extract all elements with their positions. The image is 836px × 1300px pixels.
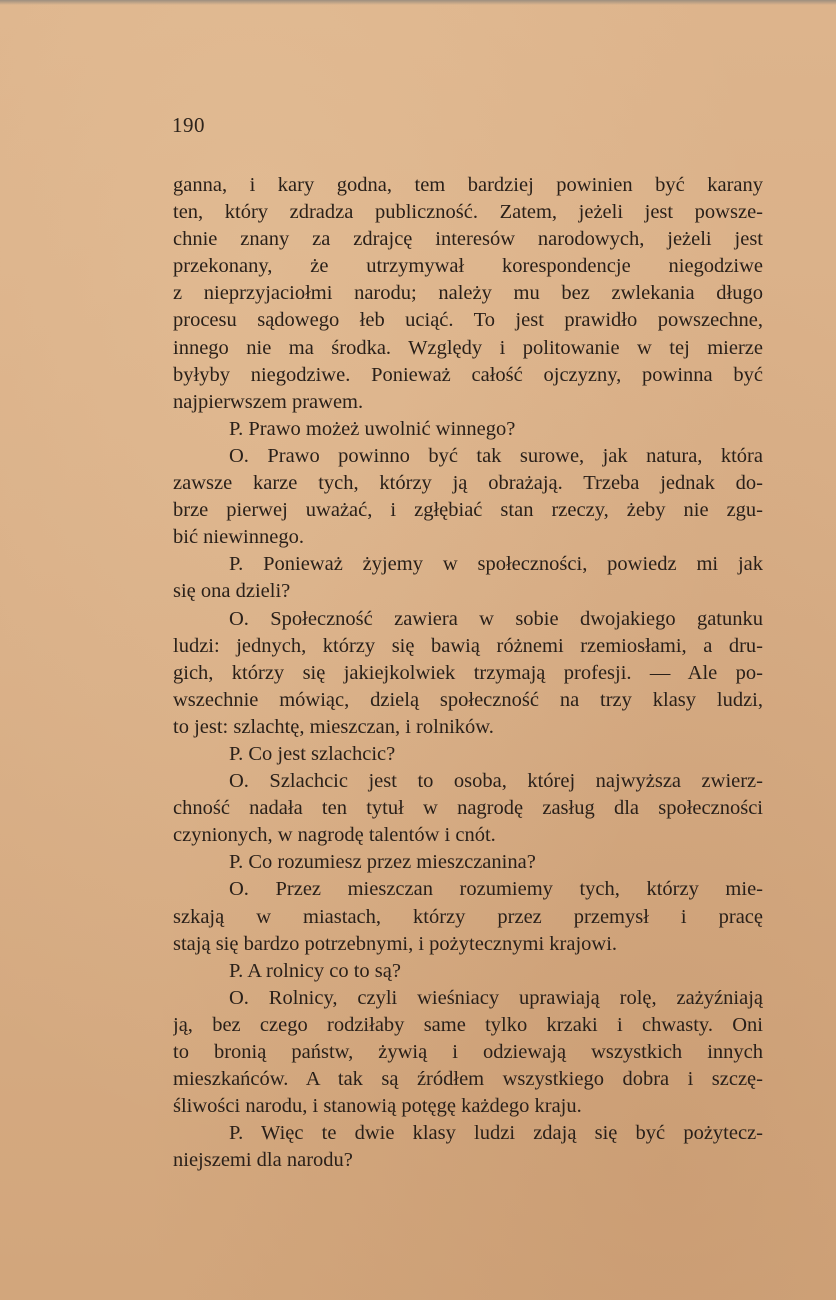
text-line: chnie znany za zdrajcę interesów narodowych, jeżeli jest: [173, 228, 763, 251]
text-line: innego nie ma środka. Względy i politowanie w tej mierze: [173, 336, 763, 359]
text-line: przekonany, że utrzymywał korespondencje niegodziwe: [173, 255, 763, 278]
text-line: się ona dzieli?: [173, 580, 291, 603]
text-line: śliwości narodu, i stanowią potęgę każdego kraju.: [173, 1095, 582, 1118]
page-top-edge: [0, 0, 836, 5]
text-line: najpierwszem prawem.: [173, 390, 364, 413]
text-line: z nieprzyjaciołmi narodu; należy mu bez zwlekania długo: [173, 282, 763, 305]
text-line: O. Przez mieszczan rozumiemy tych, którzy mie-: [229, 878, 763, 901]
text-line: gich, którzy się jakiejkolwiek trzymają profesji. — Ale po-: [173, 661, 763, 684]
text-line: chność nadała ten tytuł w nagrodę zasług dla społeczności: [173, 797, 763, 820]
text-line: O. Rolnicy, czyli wieśniacy uprawiają rolę, zażyźniają: [229, 986, 763, 1009]
text-line: P. Co jest szlachcic?: [229, 742, 396, 765]
text-line: to bronią państw, żywią i odziewają wszystkich innych: [173, 1041, 763, 1063]
body-text: [173, 172, 763, 1174]
text-line: brze pierwej uważać, i zgłębiać stan rzeczy, żeby nie zgu-: [173, 499, 763, 522]
text-line: P. Ponieważ żyjemy w społeczności, powiedz mi jak: [229, 553, 763, 576]
text-line: P. A rolnicy co to są?: [229, 959, 401, 982]
text-line: wszechnie mówiąc, dzielą społeczność na trzy klasy ludzi,: [173, 688, 763, 711]
page-number: 190: [172, 113, 205, 137]
text-line: mieszkańców. A tak są źródłem wszystkiego dobra i szczę-: [173, 1068, 763, 1091]
text-line: O. Społeczność zawiera w sobie dwojakiego gatunku: [229, 607, 763, 630]
text-line: P. Prawo możeż uwolnić winnego?: [229, 417, 516, 440]
text-line: ludzi: jednych, którzy się bawią różnemi rzemiosłami, a dru-: [173, 634, 763, 657]
text-line: ją, bez czego rodziłaby same tylko krzaki i chwasty. Oni: [173, 1013, 763, 1036]
text-line: ten, który zdradza publiczność. Zatem, jeżeli jest powsze-: [173, 201, 763, 224]
text-line: zawsze karze tych, którzy ją obrażają. Trzeba jednak do-: [173, 472, 763, 495]
text-line: szkają w miastach, którzy przez przemysł i pracę: [173, 905, 763, 928]
text-line: to jest: szlachtę, mieszczan, i rolników.: [173, 715, 494, 738]
text-line: P. Co rozumiesz przez mieszczanina?: [229, 851, 536, 874]
text-line: byłyby niegodziwe. Ponieważ całość ojczyzny, powinna być: [173, 363, 763, 386]
text-line: ganna, i kary godna, tem bardziej powinien być karany: [173, 174, 763, 196]
text-line: stają się bardzo potrzebnymi, i pożytecznymi krajowi.: [173, 932, 618, 955]
text-line: procesu sądowego łeb uciąć. To jest prawidło powszechne,: [173, 309, 763, 332]
text-line: P. Więc te dwie klasy ludzi zdają się być pożytecz-: [229, 1122, 763, 1145]
text-line: O. Szlachcic jest to osoba, której najwyższa zwierz-: [229, 770, 763, 793]
text-line: O. Prawo powinno być tak surowe, jak natura, która: [229, 444, 763, 467]
text-line: czynionych, w nagrodę talentów i cnót.: [173, 824, 496, 847]
text-line: bić niewinnego.: [173, 526, 304, 549]
text-line: niejszemi dla narodu?: [173, 1149, 353, 1172]
